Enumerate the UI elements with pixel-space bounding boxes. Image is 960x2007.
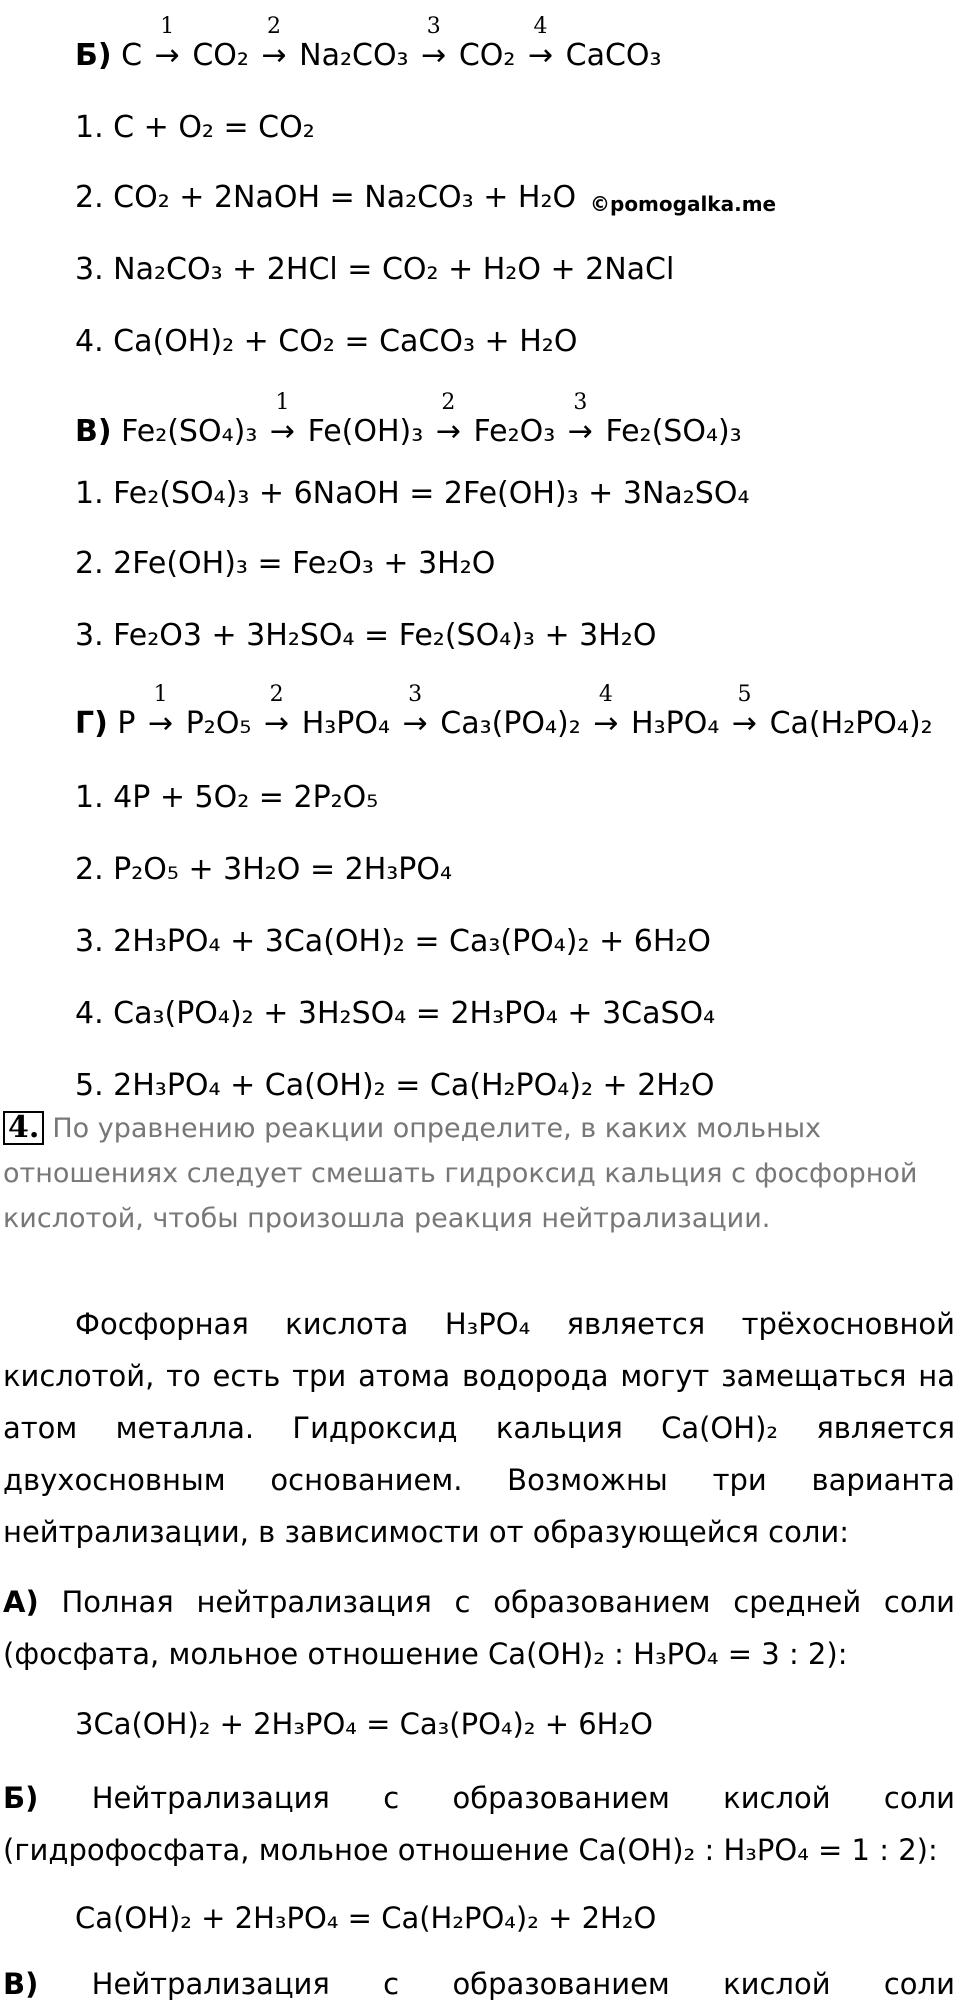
chain-b xyxy=(75,14,662,74)
arrow-icon: 1 → xyxy=(269,390,296,449)
arrow-icon: 4 → xyxy=(593,682,619,741)
step-number: 2 xyxy=(269,682,284,707)
step-number: 2 xyxy=(267,14,282,39)
chain-g-item: Ca₃(PO₄)₂ xyxy=(440,706,581,741)
chain-g-item: H₃PO₄ xyxy=(301,706,391,741)
chain-b-item: Na₂CO₃ xyxy=(299,38,409,73)
step-number: 1 xyxy=(275,390,290,415)
chain-b-item: CO₂ xyxy=(192,38,249,73)
equation: 1. 4P + 5O₂ = 2P₂O₅ xyxy=(75,780,379,815)
chain-b-item: C xyxy=(121,38,143,73)
case-v-word: кислой xyxy=(723,1967,831,2001)
chain-g-label: Г) xyxy=(75,706,108,741)
task-number: 4. xyxy=(3,1111,44,1145)
chain-v-item: Fe₂(SO₄)₃ xyxy=(121,414,258,449)
step-number: 4 xyxy=(598,682,613,707)
watermark: ©pomogalka.me xyxy=(590,192,777,216)
chain-g-item: P₂O₅ xyxy=(185,706,252,741)
case-b-text: Нейтрализация с образованием кислой соли (гидрофосфата, мольное отношение Ca(OH)₂ : H₃PO₄ = 1 : 2): xyxy=(3,1781,956,1867)
step-number: 1 xyxy=(160,14,175,39)
task-question xyxy=(3,1106,955,1241)
step-number: 1 xyxy=(153,682,168,707)
step-number: 4 xyxy=(533,14,548,39)
case-v-word: Нейтрализация xyxy=(91,1967,330,2001)
arrow-icon: 3 → xyxy=(402,682,428,741)
intro-paragraph: Фосфорная кислота H₃PO₄ является трёхосновной кислотой, то есть три атома водорода могут замещаться на атом металла. Гидроксид кальция Ca(OH)₂ является двухосновным основанием. Возможны три варианта нейтрализации, в зависимости от образующейся соли: xyxy=(3,1307,955,1549)
equation: 4. Ca(OH)₂ + CO₂ = CaCO₃ + H₂O xyxy=(75,324,578,359)
case-v-label: В) xyxy=(3,1967,39,2001)
chain-b-label: Б) xyxy=(75,38,112,73)
case-b-equation: Ca(OH)₂ + 2H₃PO₄ = Ca(H₂PO₄)₂ + 2H₂O xyxy=(75,1901,657,1935)
equation: 2. CO₂ + 2NaOH = Na₂CO₃ + H₂O xyxy=(75,180,577,215)
case-a xyxy=(3,1576,955,1680)
arrow-icon: 2 → xyxy=(261,14,287,73)
chain-g xyxy=(75,682,933,742)
equation: 1. Fe₂(SO₄)₃ + 6NaOH = 2Fe(OH)₃ + 3Na₂SO₄ xyxy=(75,476,750,511)
arrow-icon: 3 → xyxy=(567,390,593,449)
equation: 5. 2H₃PO₄ + Ca(OH)₂ = Ca(H₂PO₄)₂ + 2H₂O xyxy=(75,1068,715,1103)
task-question-text: По уравнению реакции определите, в каких мольных отношениях следует смешать гидроксид кальция с фосфорной кислотой, чтобы произошла реакция нейтрализации. xyxy=(3,1113,918,1234)
arrow-icon: 2 → xyxy=(264,682,290,741)
equation: 3. 2H₃PO₄ + 3Ca(OH)₂ = Ca₃(PO₄)₂ + 6H₂O xyxy=(75,924,712,959)
arrow-icon: 1 → xyxy=(154,14,180,73)
step-number: 3 xyxy=(573,390,588,415)
chain-v-label: В) xyxy=(75,414,112,449)
chain-g-item: P xyxy=(117,706,136,741)
case-a-equation: 3Ca(OH)₂ + 2H₃PO₄ = Ca₃(PO₄)₂ + 6H₂O xyxy=(75,1707,653,1741)
chain-b-item: CO₂ xyxy=(458,38,516,73)
chain-v xyxy=(75,390,742,450)
chain-v-item: Fe(OH)₃ xyxy=(307,414,424,449)
arrow-icon: 2 → xyxy=(435,390,461,449)
case-v xyxy=(3,1966,955,2002)
arrow-icon: 4 → xyxy=(527,14,554,73)
step-number: 2 xyxy=(441,390,456,415)
equation: 3. Na₂CO₃ + 2HCl = CO₂ + H₂O + 2NaCl xyxy=(75,252,675,287)
chain-b-item: CaCO₃ xyxy=(565,38,662,73)
step-number: 3 xyxy=(426,14,441,39)
step-number: 5 xyxy=(737,682,752,707)
case-a-label: А) xyxy=(3,1585,39,1619)
equation: 1. C + O₂ = CO₂ xyxy=(75,110,315,145)
equation: 4. Ca₃(PO₄)₂ + 3H₂SO₄ = 2H₃PO₄ + 3CaSO₄ xyxy=(75,996,716,1031)
case-b-label: Б) xyxy=(3,1781,39,1815)
chain-g-item: Ca(H₂PO₄)₂ xyxy=(769,706,933,741)
equation: 2. P₂O₅ + 3H₂O = 2H₃PO₄ xyxy=(75,852,453,887)
equation: 2. 2Fe(OH)₃ = Fe₂O₃ + 3H₂O xyxy=(75,546,496,581)
case-v-word: образованием xyxy=(452,1967,670,2001)
chain-v-item: Fe₂(SO₄)₃ xyxy=(605,414,742,449)
case-b xyxy=(3,1772,955,1876)
equation: 3. Fe₂O3 + 3H₂SO₄ = Fe₂(SO₄)₃ + 3H₂O xyxy=(75,618,657,653)
arrow-icon: 3 → xyxy=(421,14,447,73)
case-v-word: соли xyxy=(883,1967,955,2001)
chain-v-item: Fe₂O₃ xyxy=(473,414,556,449)
arrow-icon: 5 → xyxy=(731,682,758,741)
chain-g-item: H₃PO₄ xyxy=(631,706,720,741)
step-number: 3 xyxy=(408,682,423,707)
case-v-word: с xyxy=(383,1967,400,2001)
case-a-text: Полная нейтрализация с образованием средней соли (фосфата, мольное отношение Ca(OH)₂ : H₃PO₄ = 3 : 2): xyxy=(3,1585,956,1671)
arrow-icon: 1 → xyxy=(148,682,174,741)
